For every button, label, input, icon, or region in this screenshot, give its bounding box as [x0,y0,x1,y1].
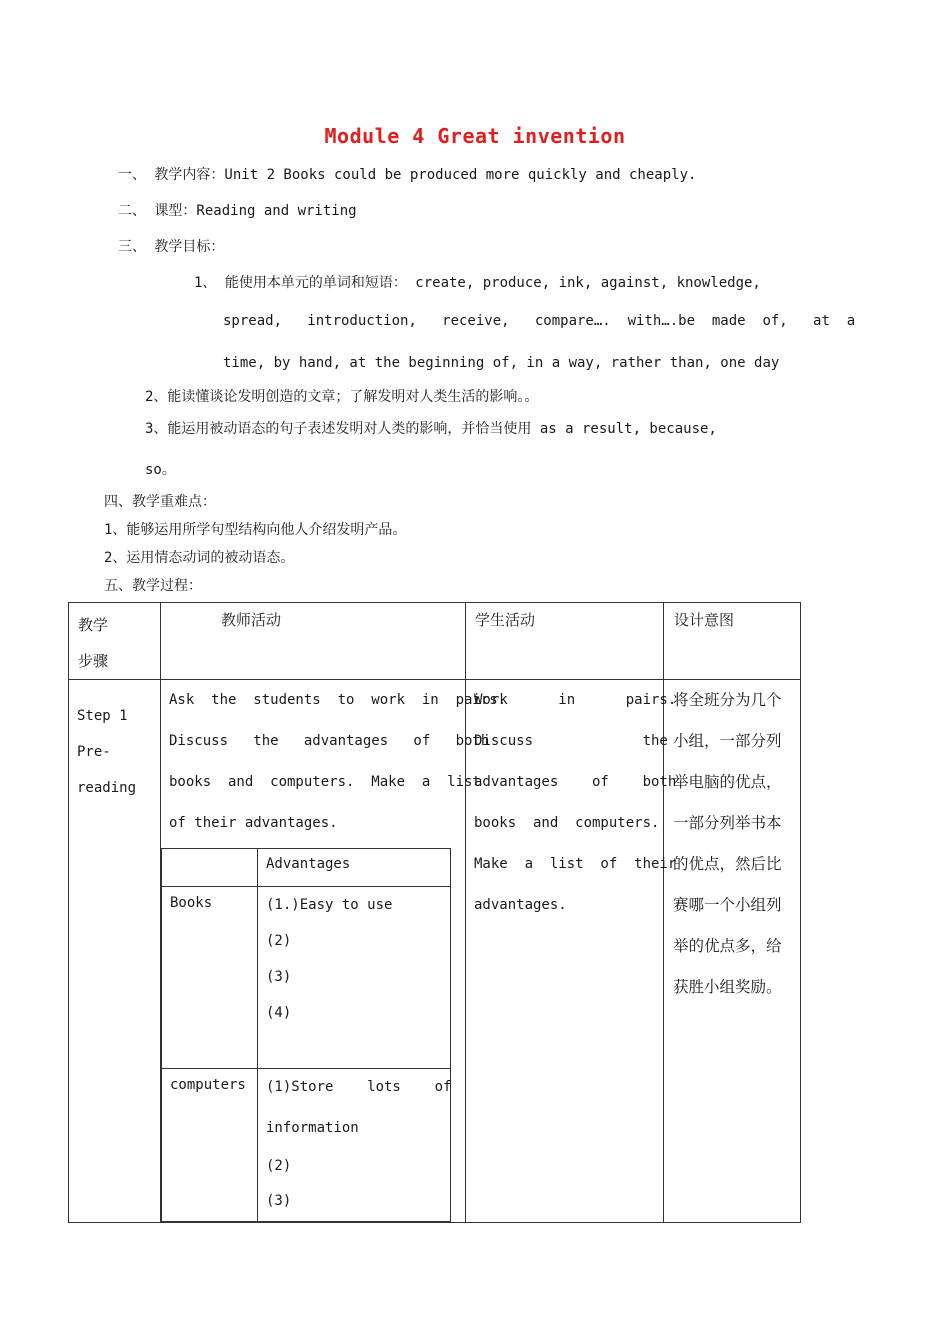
goal-1-line-2: spread, introduction, receive, compare…. with….be made of, at a [223,313,856,329]
header-teacher [161,603,466,680]
goal-3-line-2: so。 [145,462,176,478]
header-step-line: 步骤 [78,652,109,670]
goal-3-line-1: 3、能运用被动语态的句子表述发明对人类的影响，并恰当使用 as a result, because, [145,421,717,437]
student-line: books and computers. [474,815,660,831]
section-process-heading: 五、教学过程： [104,578,202,594]
table-header-row [69,603,801,680]
advantages-row-computers [162,1069,451,1222]
goal-2: 2、能读懂谈论发明创造的文章；了解发明对人类生活的影响。。 [145,389,539,405]
teacher-line: Discuss the advantages of both [169,733,490,749]
page-title: Module 4 Great invention [324,124,626,148]
advantages-header: Advantages [266,856,351,872]
advantage-item: (3) [266,1193,292,1209]
student-line: Work in pairs. [474,692,677,708]
header-step-line: 教学 [78,616,109,634]
section-content: 一、 教学内容：Unit 2 Books could be produced more quickly and cheaply. [118,167,697,183]
advantages-row-label: Books [170,895,213,911]
advantages-row-label: computers [170,1077,246,1093]
step-cell [69,680,161,1223]
step-line: Pre- [77,744,111,760]
process-table [68,602,801,1223]
advantages-row-books [162,887,451,1069]
student-activity-cell [466,680,677,1223]
student-line: advantages of both [474,774,677,790]
section-goals-heading: 三、 教学目标： [118,239,225,255]
advantage-item: (2) [266,933,292,949]
table-row [69,680,801,1223]
header-design-label: 设计意图 [674,611,735,629]
advantage-item: (3) [266,969,292,985]
design-line: 赛哪一个小组列 [673,896,782,914]
teacher-activity-cell [161,680,507,1223]
design-line: 一部分列举书本 [673,814,782,832]
teacher-line: Ask the students to work in pairs. [169,692,507,708]
teacher-line: books and computers. Make a list [169,774,481,790]
design-line: 举电脑的优点， [673,773,782,791]
advantage-item: information [266,1120,359,1136]
header-design [664,603,801,680]
header-teacher-label: 教师活动 [221,611,282,629]
design-line: 获胜小组奖励。 [673,978,782,996]
student-line: Make a list of their [474,856,677,872]
student-line: Discuss the [474,733,668,749]
teacher-line: of their advantages. [169,815,338,831]
design-line: 将全班分为几个 [673,691,782,709]
goal-1-line-1: 1、 能使用本单元的单词和短语： create, produce, ink, against, knowledge, [194,275,761,291]
key-point-1: 1、能够运用所学句型结构向他人介绍发明产品。 [104,522,407,538]
design-line: 小组，一部分列 [673,732,782,750]
student-line: advantages. [474,897,567,913]
header-student [466,603,664,680]
section-type: 二、 课型：Reading and writing [118,203,357,219]
section-key-points-heading: 四、教学重难点： [104,494,216,510]
step-line: reading [77,780,137,796]
design-line: 举的优点多，给 [673,937,782,955]
advantages-header-row [162,849,451,887]
header-step [69,603,161,680]
advantage-item: (1)Store lots of [266,1079,452,1095]
goal-1-line-3: time, by hand, at the beginning of, in a way, rather than, one day [223,355,780,371]
design-intent-cell [664,680,801,1223]
advantage-item: (4) [266,1005,292,1021]
step-line: Step 1 [77,708,128,724]
design-line: 的优点，然后比 [673,855,782,873]
advantage-item: (2) [266,1158,292,1174]
header-student-label: 学生活动 [475,611,536,629]
key-point-2: 2、运用情态动词的被动语态。 [104,550,295,566]
advantages-table [161,848,451,1222]
advantage-item: (1.)Easy to use [266,897,393,913]
